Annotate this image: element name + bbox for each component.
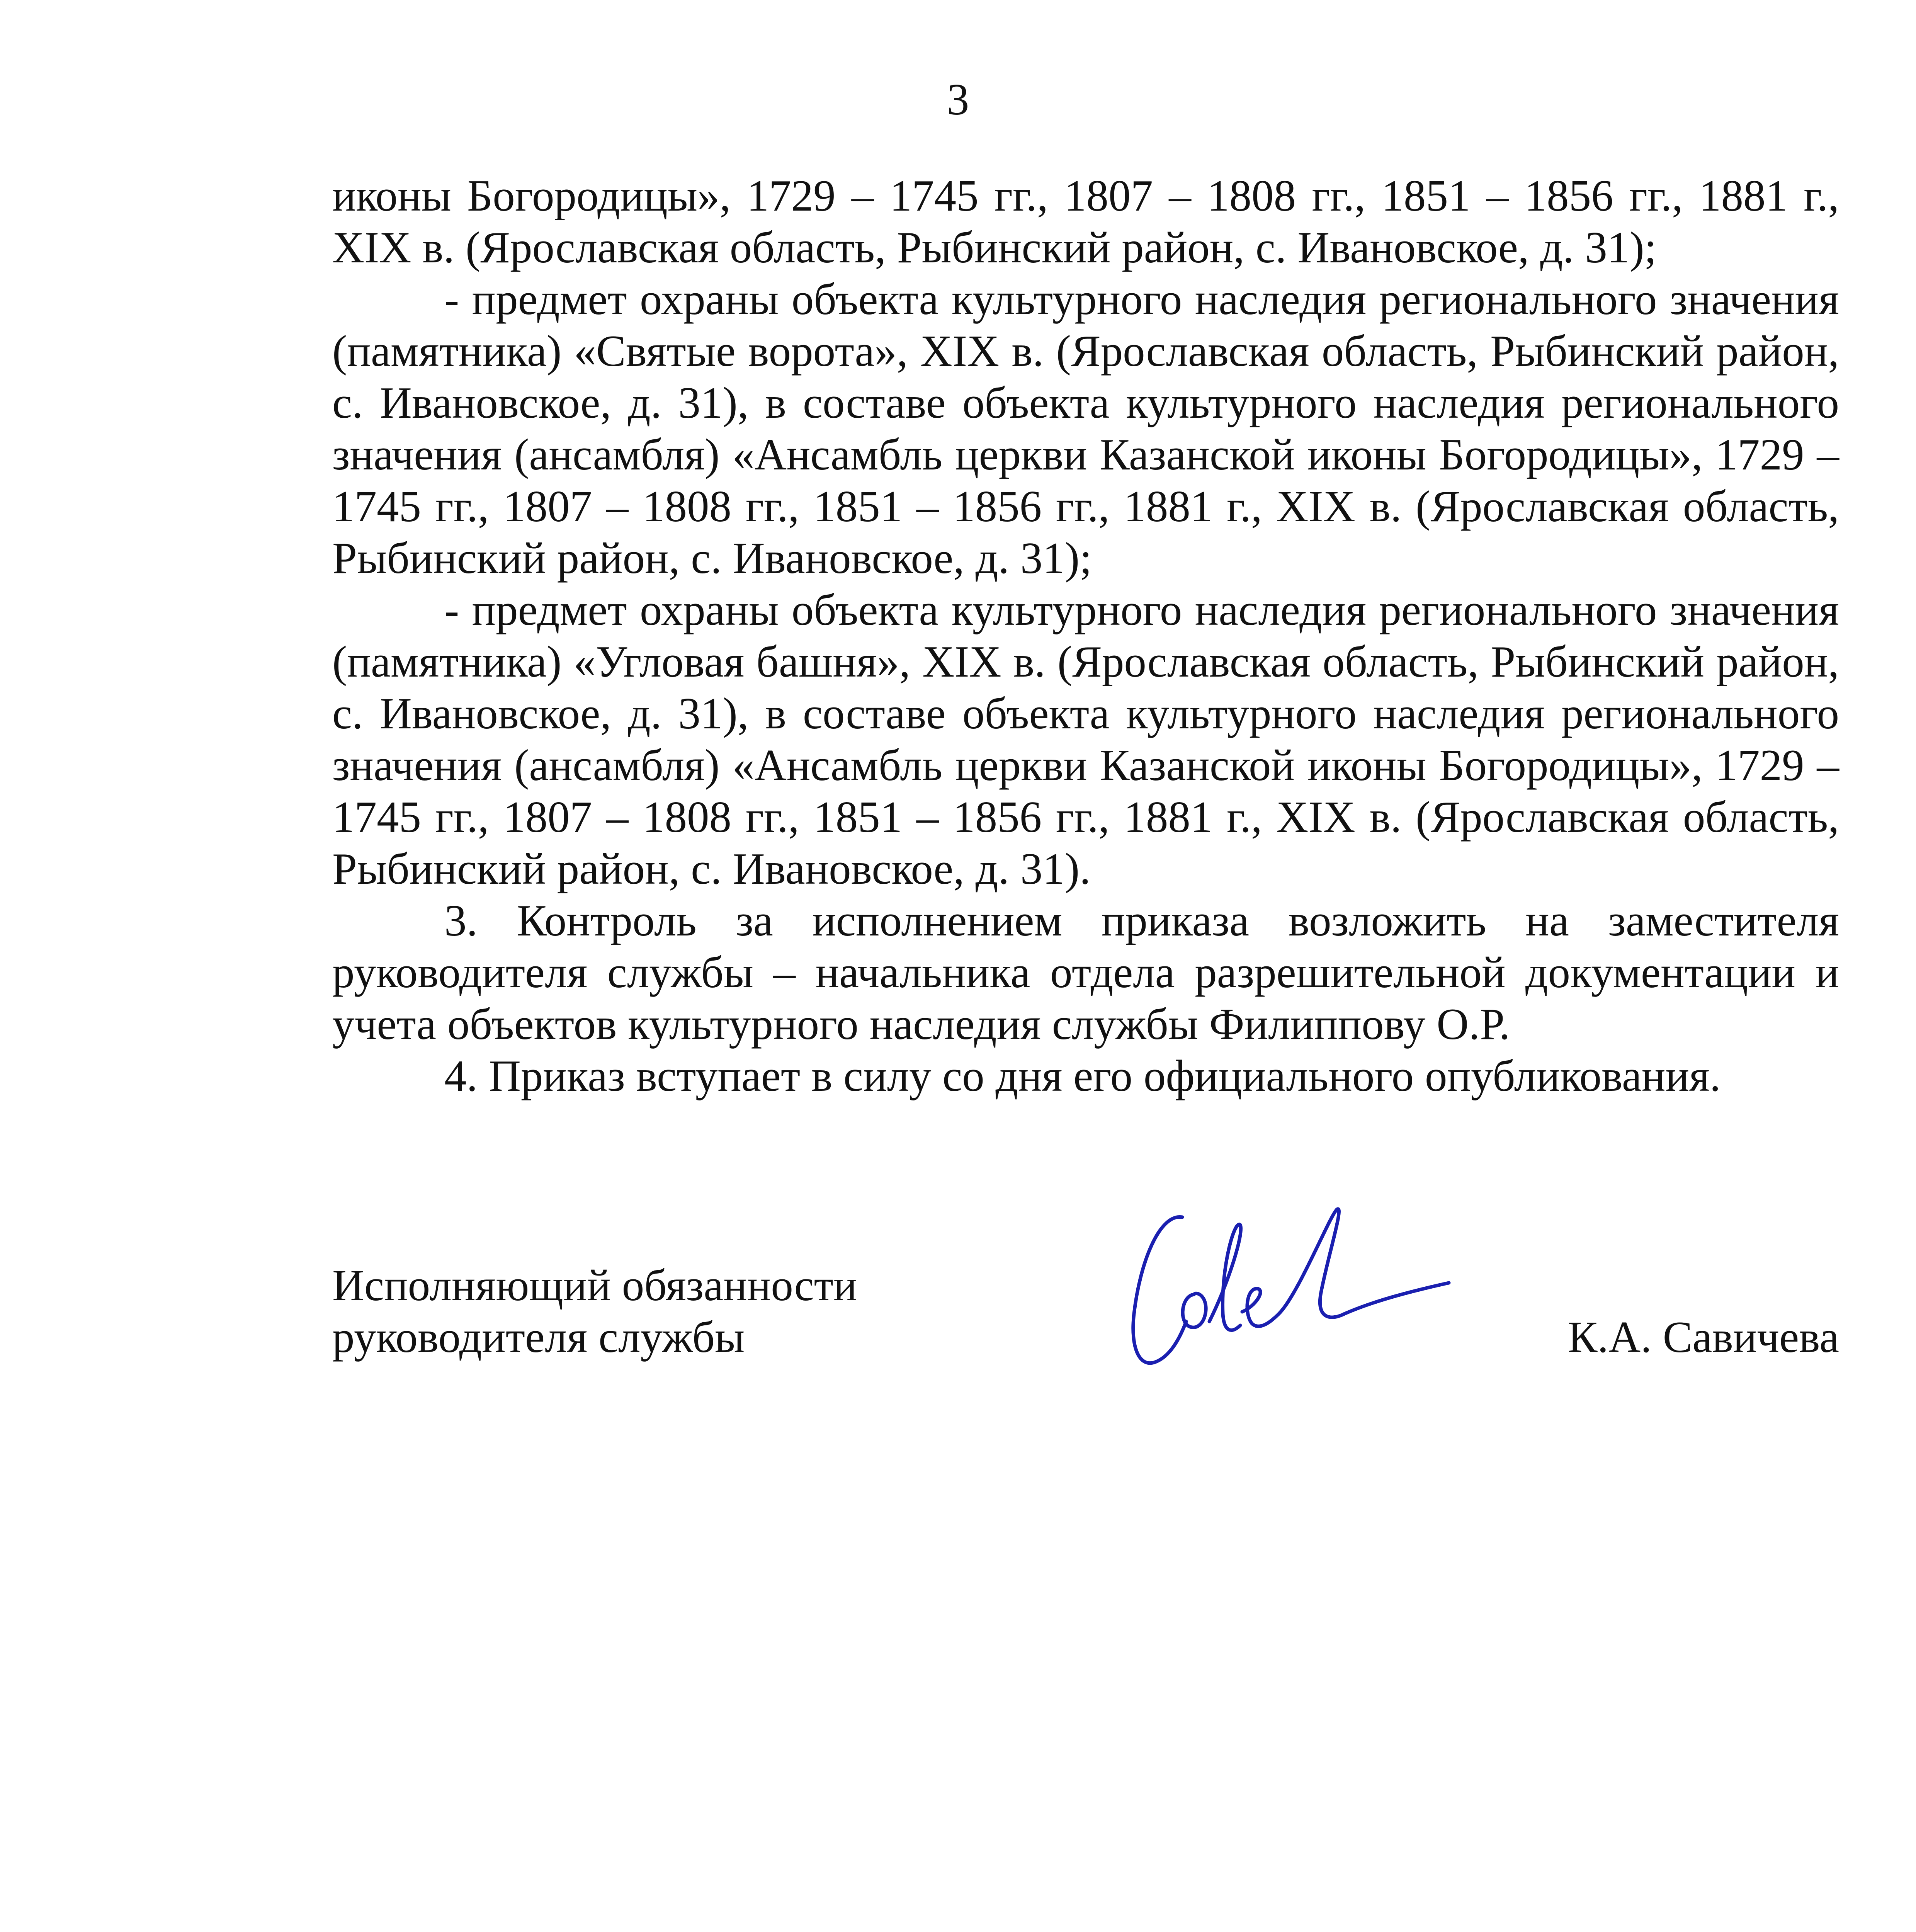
signer-name: К.А. Савичева <box>1567 1313 1839 1362</box>
signer-title-line-1: Исполняющий обязанности <box>332 1261 857 1310</box>
paragraph-control-clause: 3. Контроль за исполнением приказа возложить на заместителя руководителя службы – начальника отдела разрешительной документации и учета объектов культурного наследия службы Филиппову О.Р. <box>332 896 1839 1049</box>
paragraph-corner-tower: - предмет охраны объекта культурного наследия регионального значения (памятника) «Угловая башня», XIX в. (Ярославская область, Рыбинский район, с. Ивановское, д. 31), в составе объекта культурного наследия регионального значения (ансамбля) «Ансамбль церкви Казанской иконы Богородицы», 1729 – 1745 гг., 1807 – 1808 гг., 1851 – 1856 гг., 1881 г., XIX в. (Ярославская область, Рыбинский район, с. Ивановское, д. 31). <box>332 585 1839 893</box>
paragraph-holy-gates: - предмет охраны объекта культурного наследия регионального значения (памятника) «Святые ворота», XIX в. (Ярославская область, Рыбинский район, с. Ивановское, д. 31), в составе объекта культурного наследия регионального значения (ансамбля) «Ансамбль церкви Казанской иконы Богородицы», 1729 – 1745 гг., 1807 – 1808 гг., 1851 – 1856 гг., 1881 г., XIX в. (Ярославская область, Рыбинский район, с. Ивановское, д. 31); <box>332 275 1839 583</box>
page-number: 3 <box>947 75 969 124</box>
signature-stroke-l <box>1209 1225 1241 1330</box>
document-body <box>332 170 1839 1102</box>
signature-strokes <box>1133 1209 1449 1363</box>
signature-stroke-c <box>1133 1217 1186 1363</box>
paragraph-continuation: иконы Богородицы», 1729 – 1745 гг., 1807 – 1808 гг., 1851 – 1856 гг., 1881 г., XIX в. (Ярославская область, Рыбинский район, с. Ивановское, д. 31); <box>332 171 1839 272</box>
handwritten-signature <box>1113 1167 1460 1383</box>
signature-stroke-e <box>1242 1289 1279 1326</box>
signature-stroke-o <box>1183 1293 1206 1327</box>
signer-title-line-2: руководителя службы <box>332 1313 745 1362</box>
signature-stroke-final <box>1279 1209 1449 1317</box>
paragraph-effective-clause: 4. Приказ вступает в силу со дня его официального опубликования. <box>444 1051 1721 1100</box>
signer-title <box>332 1260 857 1363</box>
signature-block <box>332 1260 1839 1422</box>
